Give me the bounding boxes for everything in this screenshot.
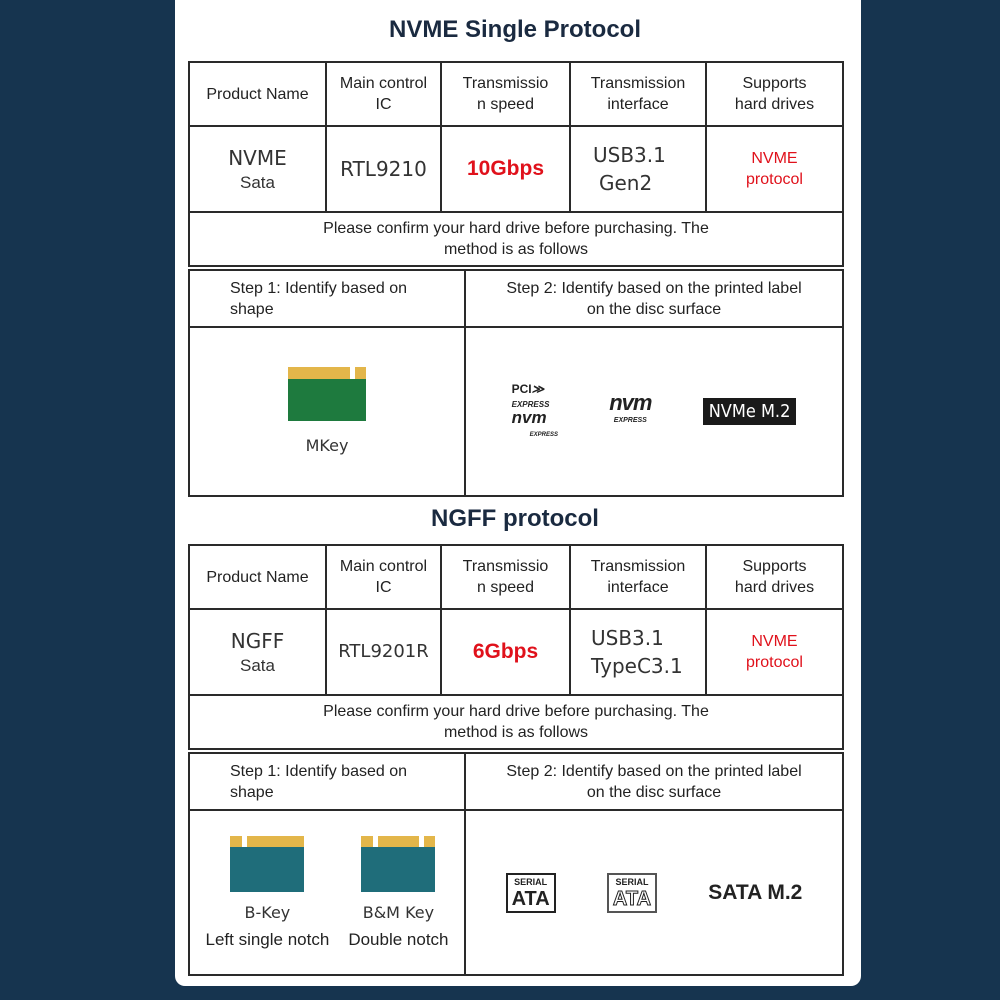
ngff-interface: USB3.1 TypeC3.1 (570, 609, 706, 695)
header-transmission-interface: Transmission interface (570, 62, 706, 126)
header-product-name: Product Name (189, 62, 326, 126)
nvme-supports: NVME protocol (706, 126, 843, 212)
ngff-steps-table (188, 752, 844, 976)
nvme-shape-cell (189, 327, 465, 496)
bkey-label: B-Key (244, 902, 291, 922)
nvme-notice-row (189, 212, 843, 266)
pci-express-nvm-logo-icon: PCI≫ EXPRESS nvm EXPRESS (511, 381, 558, 438)
ngff-supports: NVME protocol (706, 609, 843, 695)
ngff-section-title: NGFF protocol (431, 505, 599, 532)
ngff-value-row (189, 609, 843, 695)
ngff-header-row (189, 545, 843, 609)
bmkey-caption: Double notch (348, 929, 449, 949)
serial-ata-logo-alt-icon: SERIAL ATA (607, 873, 657, 913)
mkey-card-icon (288, 367, 366, 421)
ngff-shape-cell (189, 810, 465, 975)
nvme-steps-table (188, 269, 844, 497)
ngff-label-cell (465, 810, 843, 975)
nvme-interface: USB3.1 Gen2 (570, 126, 706, 212)
bkey-group (206, 836, 330, 950)
ngff-step1: Step 1: Identify based on shape (189, 753, 465, 810)
ngff-notice: Please confirm your hard drive before purchasing. The method is as follows (189, 695, 843, 749)
bkey-caption: Left single notch (205, 929, 330, 949)
header-supports-hard-drives: Supports hard drives (706, 62, 843, 126)
nvme-step2: Step 2: Identify based on the printed label on the disc surface (465, 270, 843, 327)
ngff-step2: Step 2: Identify based on the printed label on the disc surface (465, 753, 843, 810)
nvme-product-name: NVME Sata (189, 126, 326, 212)
nvme-section-title: NVME Single Protocol (388, 16, 642, 43)
header-transmission-interface: Transmission interface (570, 545, 706, 609)
nvme-speed: 10Gbps (441, 126, 570, 212)
nvme-value-row (189, 126, 843, 212)
ngff-speed: 6Gbps (441, 609, 570, 695)
header-supports-hard-drives: Supports hard drives (706, 545, 843, 609)
ngff-steps-row (189, 753, 843, 810)
mkey-label: MKey (305, 436, 349, 455)
header-transmission-speed: Transmissio n speed (441, 62, 570, 126)
ngff-spec-table (188, 544, 844, 750)
nvm-express-logo-icon: nvm EXPRESS (609, 389, 652, 424)
header-main-control-ic: Main control IC (326, 62, 441, 126)
ngff-notice-row (189, 695, 843, 749)
bmkey-label: B&M Key (362, 902, 435, 922)
header-transmission-speed: Transmissio n speed (441, 545, 570, 609)
ngff-product-name: NGFF Sata (189, 609, 326, 695)
header-product-name: Product Name (189, 545, 326, 609)
sata-m2-logo-icon: SATA M.2 (708, 881, 803, 904)
nvme-step1: Step 1: Identify based on shape (189, 270, 465, 327)
ngff-pics-row (189, 810, 843, 975)
nvme-header-row (189, 62, 843, 126)
bmkey-card-icon (361, 836, 435, 892)
nvme-steps-row (189, 270, 843, 327)
nvme-label-cell (465, 327, 843, 496)
nvme-spec-table (188, 61, 844, 267)
nvme-pics-row (189, 327, 843, 496)
nvme-notice: Please confirm your hard drive before purchasing. The method is as follows (189, 212, 843, 266)
nvme-m2-logo-icon: NVMe M.2 (703, 398, 797, 425)
ngff-main-ic: RTL9201R (326, 609, 441, 695)
bmkey-group (348, 836, 448, 950)
header-main-control-ic: Main control IC (326, 545, 441, 609)
bkey-card-icon (230, 836, 304, 892)
serial-ata-logo-icon: SERIAL ATA (506, 873, 556, 913)
nvme-main-ic: RTL9210 (326, 126, 441, 212)
